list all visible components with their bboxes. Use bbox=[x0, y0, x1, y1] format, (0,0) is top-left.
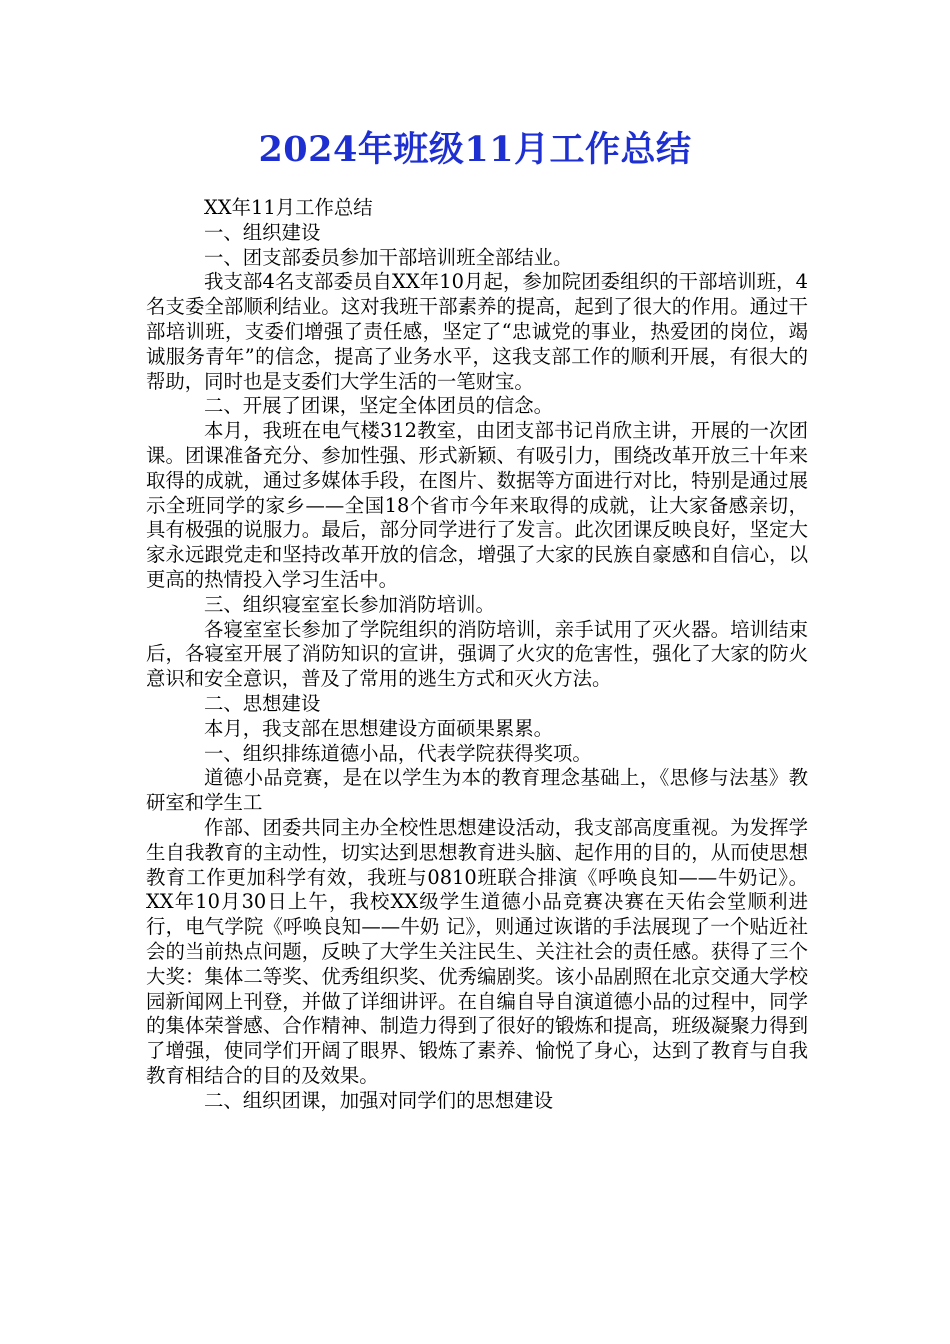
section-heading-thought: 二、思想建设 bbox=[204, 691, 321, 715]
document-body bbox=[146, 196, 808, 1113]
body-paragraph: 我支部4名支部委员自XX年10月起，参加院团委组织的干部培训班，4名支委全部顺利结业。这对我班干部素养的提高，起到了很大的作用。通过干部培训班，支委们增强了责任感，坚定了“忠诚党的事业，热爱团的岗位，竭诚服务青年”的信念，提高了业务水平，这我支部工作的顺利开展，有很大的帮助，同时也是支委们大学生活的一笔财宝。 bbox=[146, 270, 808, 393]
subsection-heading: 三、组织寝室室长参加消防培训。 bbox=[204, 592, 495, 616]
subsection-heading: 二、开展了团课，坚定全体团员的信念。 bbox=[204, 394, 554, 418]
body-paragraph: 各寝室室长参加了学院组织的消防培训，亲手试用了灭火器。培训结束后，各寝室开展了消防知识的宣讲，强调了火灾的危害性，强化了大家的防火意识和安全意识，普及了常用的逃生方式和灭火方法。 bbox=[146, 617, 808, 691]
body-paragraph: 本月，我班在电气楼312教室，由团支部书记肖欣主讲，开展的一次团课。团课准备充分、参加性强、形式新颖、有吸引力，围绕改革开放三十年来取得的成就，通过多媒体手段，在图片、数据等方面进行对比，特别是通过展示全班同学的家乡——全国18个省市今年来取得的成就，让大家备感亲切，具有极强的说服力。最后，部分同学进行了发言。此次团课反映良好，坚定大家永远跟党走和坚持改革开放的信念，增强了大家的民族自豪感和自信心，以更高的热情投入学习生活中。 bbox=[146, 419, 808, 591]
subsection-heading: 一、团支部委员参加干部培训班全部结业。 bbox=[204, 245, 573, 269]
section-heading-organization: 一、组织建设 bbox=[204, 220, 321, 244]
subsection-heading: 二、组织团课，加强对同学们的思想建设 bbox=[204, 1088, 554, 1112]
document-title: 2024年班级11月工作总结 bbox=[258, 129, 692, 170]
body-paragraph: 本月，我支部在思想建设方面硕果累累。 bbox=[204, 716, 554, 740]
paragraph-subtitle: XX年11月工作总结 bbox=[204, 196, 373, 219]
subsection-heading: 一、组织排练道德小品，代表学院获得奖项。 bbox=[204, 741, 592, 765]
body-paragraph: 作部、团委共同主办全校性思想建设活动，我支部高度重视。为发挥学生自我教育的主动性，切实达到思想教育进头脑、起作用的目的，从而使思想教育工作更加科学有效，我班与0810班联合排演《呼唤良知——牛奶记》。XX年10月30日上午，我校XX级学生道德小品竞赛决赛在天佑会堂顺利进行，电气学院《呼唤良知——牛奶 记》，则通过诙谐的手法展现了一个贴近社会的当前热点问题，反映了大学生关注民生、关注社会的责任感。获得了三个大奖：集体二等奖、优秀组织奖、优秀编剧奖。该小品剧照在北京交通大学校园新闻网上刊登，并做了详细讲评。在自编自导自演道德小品的过程中，同学的集体荣誉感、合作精神、制造力得到了很好的锻炼和提高，班级凝聚力得到了增强，使同学们开阔了眼界、锻炼了素养、愉悦了身心，达到了教育与自我教育相结合的目的及效果。 bbox=[146, 815, 808, 1087]
body-paragraph: 道德小品竞赛，是在以学生为本的教育理念基础上，《思修与法基》教研室和学生工 bbox=[146, 766, 808, 815]
